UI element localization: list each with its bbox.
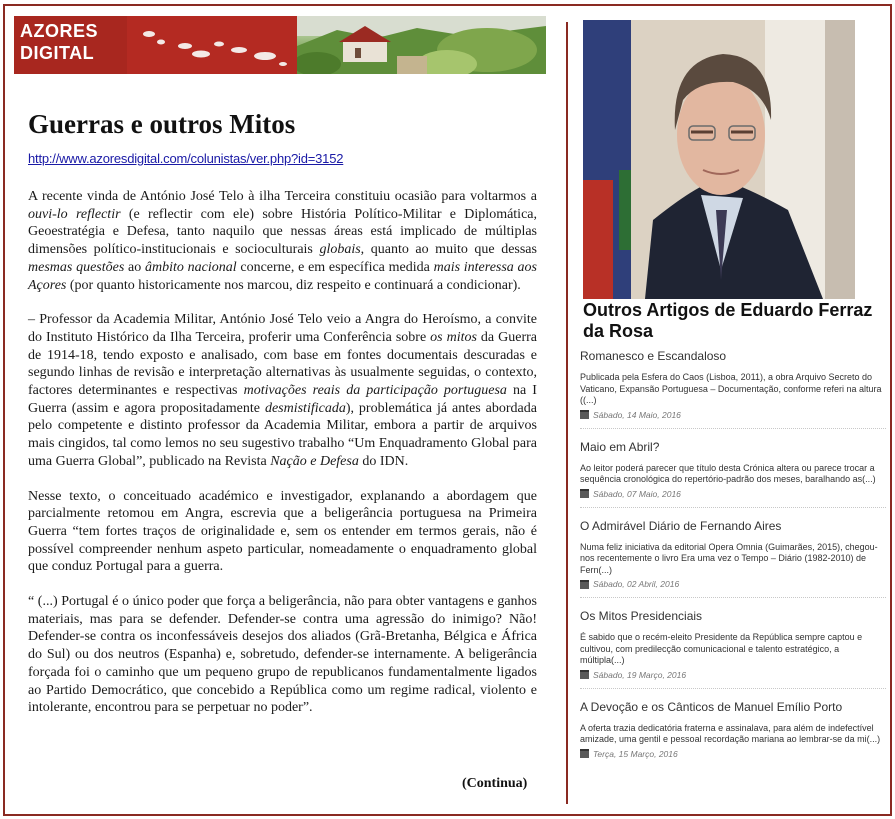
site-banner[interactable] — [14, 16, 546, 74]
sidebar-article-title[interactable]: Romanesco e Escandaloso — [580, 349, 727, 363]
sidebar-heading: Outros Artigos de Eduardo Ferraz da Rosa — [583, 300, 873, 341]
sidebar-article-date: Sábado, 19 Março, 2016 — [593, 669, 687, 680]
sidebar-article-date: Sábado, 14 Maio, 2016 — [593, 409, 681, 420]
sidebar-article-date: Sábado, 02 Abril, 2016 — [593, 579, 680, 589]
site-logo[interactable] — [14, 16, 127, 74]
sidebar-article-summary: A oferta trazia dedicatória fraterna e assinalava, para além de indefectível amizade, uma gentil e pessoal recordação mariana ao lembrar-se da mi(...) — [580, 722, 881, 744]
author-photo — [583, 20, 855, 299]
sidebar-article-summary: Publicada pela Esfera do Caos (Lisboa, 2011), a obra Arquivo Secreto do Vaticano, Expansão Portuguesa – Documentação, conforme referi na altura ((...) — [580, 372, 882, 405]
article — [28, 108, 537, 734]
column-divider — [566, 22, 568, 804]
sidebar-article-date-row — [580, 670, 886, 680]
article-url-link[interactable]: http://www.azoresdigital.com/colunistas/ver.php?id=3152 — [28, 151, 344, 166]
sidebar-article-summary: É sabido que o recém-eleito Presidente da República sempre captou e cultivou, com predilecção comunicacional e talento estratégico, a múltipla(...) — [580, 632, 863, 665]
calendar-icon — [580, 670, 589, 679]
paragraph-3: Nesse texto, o conceituado académico e investigador, explanando a abordagem que parcialmente retomou em Angra, escrevia que a beligerância portuguesa na Primeira Guerra “tem fortes traços de originalidade e, sem os entender em termos gerais, não é possível compreender nenhum aspeto particular, nomeadamente o enquadramento global que conduz Portugal para a guerra. — [28, 488, 537, 575]
sidebar-article-date-row — [580, 579, 886, 589]
sidebar-article-title[interactable]: O Admirável Diário de Fernando Aires — [580, 518, 782, 533]
article-title: Guerras e outros Mitos — [28, 109, 296, 139]
sidebar-article[interactable] — [580, 440, 886, 508]
sidebar-article-date-row — [580, 410, 886, 420]
other-articles-sidebar — [580, 300, 886, 778]
paragraph-1: A recente vinda de António José Telo à ilha Terceira constituiu ocasião para voltarmos a ouvi-lo reflectir (e reflectir com ele) sobre História Político-Militar e Diplomática, Geoestratégia e Defesa, tanto naquilo que nessas áreas está implicado de múltiplas dimensões político-institucionais e socioculturais globais, quanto ao muito que dessas mesmas questões ao âmbito nacional concerne, e em específica medida mais interessa aos Açores (por quanto historicamente nos marcou, diz respeito e continuará a condicionar). — [28, 189, 538, 293]
sidebar-article-date: Terça, 15 Março, 2016 — [593, 748, 678, 759]
sidebar-article-title[interactable]: Os Mitos Presidenciais — [580, 609, 703, 623]
sidebar-article-title[interactable]: Maio em Abril? — [580, 439, 660, 454]
sidebar-article-summary: Numa feliz iniciativa da editorial Opera Omnia (Guimarães, 2015), chegou-nos recentemente o livro Era uma vez o Tempo – Diário (1982-2010) de Fern(...) — [580, 541, 878, 575]
sidebar-article-date-row — [580, 489, 886, 499]
sidebar-article[interactable] — [580, 349, 886, 429]
logo-line-2: DIGITAL — [20, 43, 95, 63]
sidebar-article[interactable] — [580, 700, 886, 767]
sidebar-article-title[interactable]: A Devoção e os Cânticos de Manuel Emílio Porto — [580, 699, 843, 714]
sidebar-article[interactable] — [580, 609, 886, 689]
calendar-icon — [580, 580, 589, 589]
continua-label: (Continua) — [462, 776, 528, 791]
azores-islands-graphic — [127, 16, 297, 74]
sidebar-article-summary: Ao leitor poderá parecer que título desta Crónica altera ou parece trocar a sequência cronológica do repertório-padrão dos meses, baralhando as(...) — [580, 462, 876, 484]
calendar-icon — [580, 749, 589, 758]
calendar-icon — [580, 410, 589, 419]
paragraph-2: – Professor da Academia Militar, António José Telo veio a Angra do Heroísmo, a convite do Instituto Histórico da Ilha Terceira, proferir uma Conferência sobre os mitos da Guerra de 1914-18, tendo exposto e analisado, com base em fontes documentais descuradas e segundo linhas de revisão e interpretação alternativas às usualmente seguidas, o contexto, factores determinantes e respectivas motivações reais da participação portuguesa na I Guerra (assim e agora propositadamente desmistificada), problemática já antes abordada pelo competente e distinto professor da Academia Militar, embora a partir de arquivos mais cingidos, tal como lemos no seu sugestivo trabalho “Um Enquadramento Global para uma Guerra Global”, publicado na Revista Nação e Defesa do IDN. — [28, 312, 537, 469]
paragraph-4: “ (...) Portugal é o único poder que força a beligerância, não para obter vantagens e ganhos materiais, mas para se defender. Defender-se contra uma agressão do inimigo? Não! Defender-se contra os inconfessáveis desejos dos aliados (Grã-Bretanha, Bélgica e África do Sul) ou dos neutros (Espanha) e, sobretudo, defender-se internamente. A beligerância forçada foi o caminho que um pequeno grupo de republicanos fundamentalmente ligados ao Partido Democrático, que concebido a República como um regime radical, violento e intolerante, encontrou para se perpetuar no poder”. — [28, 594, 537, 716]
calendar-icon — [580, 489, 589, 498]
sidebar-article-date: Sábado, 07 Maio, 2016 — [593, 488, 681, 499]
logo-line-1: AZORES — [20, 21, 99, 41]
sidebar-article[interactable] — [580, 519, 886, 599]
sidebar-article-date-row — [580, 749, 886, 759]
landscape-photo — [297, 16, 546, 74]
